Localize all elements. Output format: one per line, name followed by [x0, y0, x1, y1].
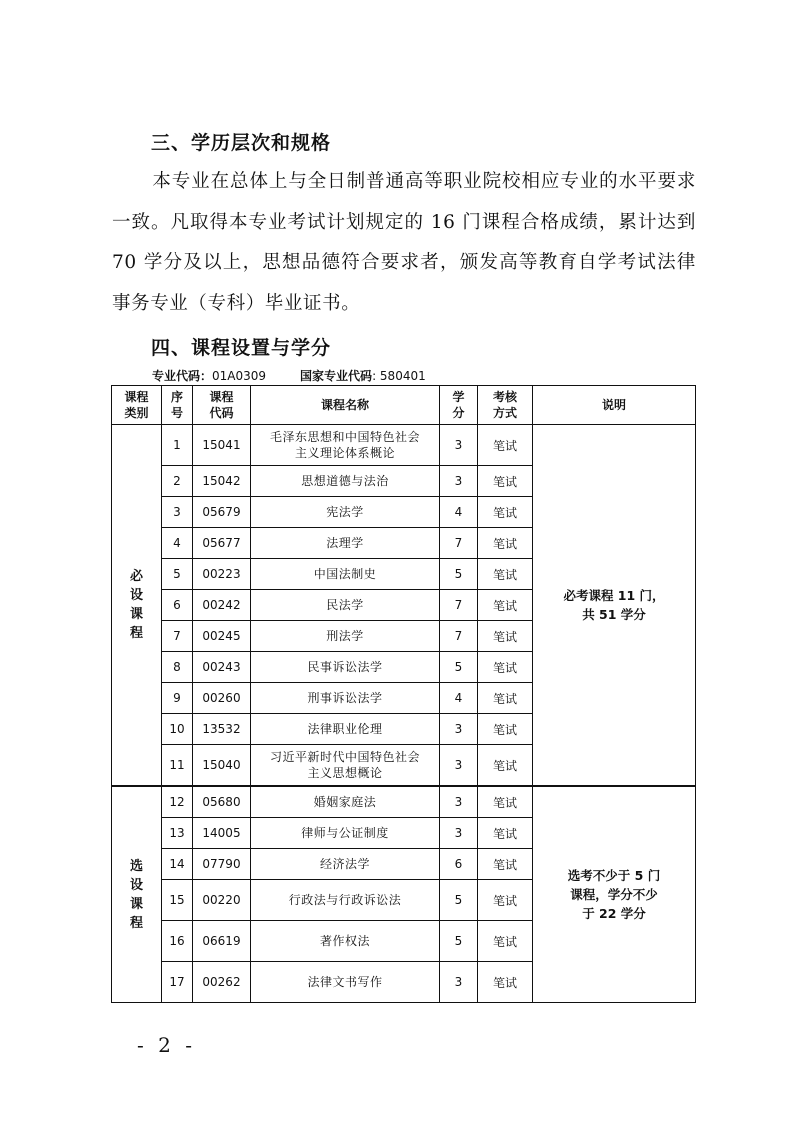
code-cell: 07790 — [193, 849, 251, 880]
table-row — [112, 425, 696, 466]
exam-cell: 笔试 — [478, 683, 533, 714]
header-code: 课程 代码 — [193, 386, 251, 425]
national-code-label: 国家专业代码 — [300, 369, 373, 383]
seq-cell: 16 — [162, 921, 193, 962]
seq-cell: 14 — [162, 849, 193, 880]
name-cell: 思想道德与法治 — [251, 466, 440, 497]
exam-cell: 笔试 — [478, 880, 533, 921]
elective-note-cell: 选考不少于 5 门 课程，学分不少 于 22 学分 — [533, 786, 696, 1003]
exam-cell: 笔试 — [478, 849, 533, 880]
exam-cell: 笔试 — [478, 818, 533, 849]
name-cell: 行政法与行政诉讼法 — [251, 880, 440, 921]
name-cell: 民法学 — [251, 590, 440, 621]
code-cell: 00242 — [193, 590, 251, 621]
credit-cell: 4 — [440, 683, 478, 714]
code-cell: 00243 — [193, 652, 251, 683]
code-cell: 15040 — [193, 745, 251, 787]
table-row — [112, 786, 696, 818]
credit-cell: 5 — [440, 880, 478, 921]
name-cell: 刑法学 — [251, 621, 440, 652]
header-seq: 序 号 — [162, 386, 193, 425]
elective-category-cell: 选 设 课 程 — [112, 786, 162, 1003]
section-4-heading: 四、课程设置与学分 — [151, 337, 332, 359]
code-cell: 15042 — [193, 466, 251, 497]
code-cell: 13532 — [193, 714, 251, 745]
seq-cell: 3 — [162, 497, 193, 528]
table-header-row — [112, 386, 696, 425]
exam-cell: 笔试 — [478, 528, 533, 559]
seq-cell: 1 — [162, 425, 193, 466]
name-cell: 经济法学 — [251, 849, 440, 880]
exam-cell: 笔试 — [478, 466, 533, 497]
seq-cell: 10 — [162, 714, 193, 745]
exam-cell: 笔试 — [478, 497, 533, 528]
name-cell: 习近平新时代中国特色社会 主义思想概论 — [251, 745, 440, 787]
national-code-value: : 580401 — [372, 369, 426, 383]
credit-cell: 3 — [440, 962, 478, 1003]
credit-cell: 3 — [440, 466, 478, 497]
header-name: 课程名称 — [251, 386, 440, 425]
code-cell: 14005 — [193, 818, 251, 849]
credit-cell: 3 — [440, 714, 478, 745]
section-3-heading: 三、学历层次和规格 — [151, 132, 332, 154]
seq-cell: 2 — [162, 466, 193, 497]
credit-cell: 5 — [440, 652, 478, 683]
credit-cell: 3 — [440, 745, 478, 787]
code-cell: 00223 — [193, 559, 251, 590]
exam-cell: 笔试 — [478, 559, 533, 590]
seq-cell: 5 — [162, 559, 193, 590]
section-3-paragraph-text: 本专业在总体上与全日制普通高等职业院校相应专业的水平要求一致。凡取得本专业考试计划规定的 16 门课程合格成绩，累计达到 70 学分及以上，思想品德符合要求者，颁发高等教育自学考试法律事务专业（专科）毕业证书。 — [112, 171, 696, 314]
exam-cell: 笔试 — [478, 921, 533, 962]
code-cell: 00220 — [193, 880, 251, 921]
exam-cell: 笔试 — [478, 590, 533, 621]
seq-cell: 11 — [162, 745, 193, 787]
code-cell: 05680 — [193, 786, 251, 818]
seq-cell: 13 — [162, 818, 193, 849]
credit-cell: 7 — [440, 528, 478, 559]
credit-cell: 6 — [440, 849, 478, 880]
seq-cell: 12 — [162, 786, 193, 818]
header-credit: 学 分 — [440, 386, 478, 425]
name-cell: 法律职业伦理 — [251, 714, 440, 745]
name-cell: 律师与公证制度 — [251, 818, 440, 849]
code-cell: 06619 — [193, 921, 251, 962]
exam-cell: 笔试 — [478, 652, 533, 683]
name-cell: 婚姻家庭法 — [251, 786, 440, 818]
major-code-label: 专业代码： — [152, 369, 213, 383]
code-cell: 05679 — [193, 497, 251, 528]
code-cell: 00262 — [193, 962, 251, 1003]
seq-cell: 7 — [162, 621, 193, 652]
exam-cell: 笔试 — [478, 714, 533, 745]
course-table — [111, 385, 696, 1003]
credit-cell: 5 — [440, 559, 478, 590]
exam-cell: 笔试 — [478, 621, 533, 652]
seq-cell: 6 — [162, 590, 193, 621]
name-cell: 民事诉讼法学 — [251, 652, 440, 683]
exam-cell: 笔试 — [478, 962, 533, 1003]
page-number: - 2 - — [137, 1033, 196, 1057]
credit-cell: 3 — [440, 786, 478, 818]
exam-cell: 笔试 — [478, 425, 533, 466]
name-cell: 毛泽东思想和中国特色社会 主义理论体系概论 — [251, 425, 440, 466]
seq-cell: 9 — [162, 683, 193, 714]
required-category-cell: 必 设 课 程 — [112, 425, 162, 787]
code-cell: 00260 — [193, 683, 251, 714]
seq-cell: 8 — [162, 652, 193, 683]
credit-cell: 3 — [440, 425, 478, 466]
code-cell: 15041 — [193, 425, 251, 466]
code-cell: 05677 — [193, 528, 251, 559]
major-codes-line — [152, 367, 426, 384]
credit-cell: 7 — [440, 621, 478, 652]
seq-cell: 4 — [162, 528, 193, 559]
name-cell: 法理学 — [251, 528, 440, 559]
header-category: 课程 类别 — [112, 386, 162, 425]
name-cell: 刑事诉讼法学 — [251, 683, 440, 714]
name-cell: 法律文书写作 — [251, 962, 440, 1003]
major-code-value: 01A0309 — [212, 369, 267, 383]
credit-cell: 3 — [440, 818, 478, 849]
name-cell: 中国法制史 — [251, 559, 440, 590]
name-cell: 宪法学 — [251, 497, 440, 528]
section-3-paragraph — [112, 162, 696, 324]
exam-cell: 笔试 — [478, 786, 533, 818]
seq-cell: 17 — [162, 962, 193, 1003]
seq-cell: 15 — [162, 880, 193, 921]
exam-cell: 笔试 — [478, 745, 533, 787]
header-note: 说明 — [533, 386, 696, 425]
code-cell: 00245 — [193, 621, 251, 652]
required-note-cell: 必考课程 11 门， 共 51 学分 — [533, 425, 696, 787]
header-exam: 考核 方式 — [478, 386, 533, 425]
credit-cell: 5 — [440, 921, 478, 962]
name-cell: 著作权法 — [251, 921, 440, 962]
credit-cell: 4 — [440, 497, 478, 528]
credit-cell: 7 — [440, 590, 478, 621]
